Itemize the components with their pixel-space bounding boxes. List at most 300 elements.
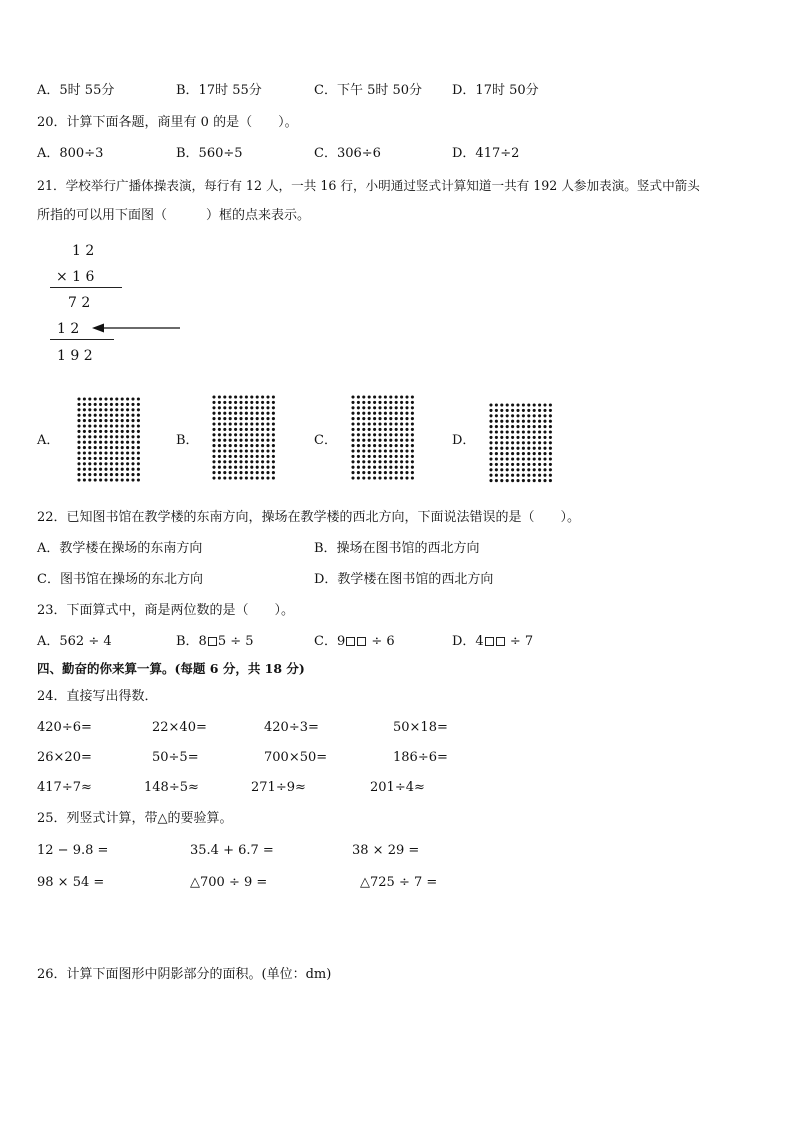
dot <box>121 403 124 406</box>
dot <box>104 451 107 454</box>
dot <box>77 462 80 465</box>
dot <box>411 406 414 409</box>
dot <box>256 417 259 420</box>
dot <box>137 446 140 449</box>
dot <box>373 439 376 442</box>
dot <box>223 444 226 447</box>
dot <box>395 471 398 474</box>
dot <box>137 462 140 465</box>
dot <box>88 414 91 417</box>
dot <box>212 476 215 479</box>
dot <box>256 471 259 474</box>
dot <box>250 433 253 436</box>
dot <box>256 460 259 463</box>
dot <box>378 412 381 415</box>
dot <box>543 403 546 406</box>
dot <box>99 408 102 411</box>
dot <box>110 403 113 406</box>
q25-item: 98 × 54 = <box>37 875 105 890</box>
q24-item: 26×20= <box>37 750 92 765</box>
dot <box>234 412 237 415</box>
dot <box>266 471 269 474</box>
dot <box>368 471 371 474</box>
dot <box>88 430 91 433</box>
dot <box>229 395 232 398</box>
dot <box>239 471 242 474</box>
dot <box>516 441 519 444</box>
dot <box>411 433 414 436</box>
dot <box>538 468 541 471</box>
dot <box>543 474 546 477</box>
dot <box>362 466 365 469</box>
dot <box>516 447 519 450</box>
dot <box>121 435 124 438</box>
dot <box>549 452 552 455</box>
dot <box>272 466 275 469</box>
dot <box>115 441 118 444</box>
dot <box>506 479 509 482</box>
dot <box>229 471 232 474</box>
dot <box>357 428 360 431</box>
dot <box>378 401 381 404</box>
dot <box>384 449 387 452</box>
dot <box>88 403 91 406</box>
dot <box>506 436 509 439</box>
dot <box>411 401 414 404</box>
dot <box>256 428 259 431</box>
dot <box>384 471 387 474</box>
dot <box>533 474 536 477</box>
dot <box>506 425 509 428</box>
dot <box>256 422 259 425</box>
q23-option-b-suffix: 5 ÷ 5 <box>217 634 254 649</box>
dot <box>516 463 519 466</box>
dot <box>368 455 371 458</box>
dot <box>538 414 541 417</box>
dot <box>137 451 140 454</box>
dot <box>218 460 221 463</box>
blank-box-icon <box>357 637 366 646</box>
dot <box>549 474 552 477</box>
dot <box>126 473 129 476</box>
dot <box>137 473 140 476</box>
dot <box>88 419 91 422</box>
dot <box>77 468 80 471</box>
dot <box>357 460 360 463</box>
dot <box>357 395 360 398</box>
dot <box>549 414 552 417</box>
dot <box>351 417 354 420</box>
dot <box>389 433 392 436</box>
dot <box>549 457 552 460</box>
dot <box>384 444 387 447</box>
dot <box>495 414 498 417</box>
dot <box>99 468 102 471</box>
dot <box>378 444 381 447</box>
dot <box>94 435 97 438</box>
dot <box>522 436 525 439</box>
dot <box>384 406 387 409</box>
dot <box>239 417 242 420</box>
dot <box>121 424 124 427</box>
dot <box>212 401 215 404</box>
dot <box>549 420 552 423</box>
dot <box>405 433 408 436</box>
dot <box>229 422 232 425</box>
dot <box>351 428 354 431</box>
dot <box>368 428 371 431</box>
dot <box>245 422 248 425</box>
dot <box>218 433 221 436</box>
dot <box>522 452 525 455</box>
dot <box>99 457 102 460</box>
dot <box>378 466 381 469</box>
q20-option-d: D．417÷2 <box>452 146 520 161</box>
dot <box>110 419 113 422</box>
dot <box>516 414 519 417</box>
dot <box>218 455 221 458</box>
dot <box>522 403 525 406</box>
dot <box>266 428 269 431</box>
dot <box>411 466 414 469</box>
dot <box>229 460 232 463</box>
dot <box>131 457 134 460</box>
dot <box>272 476 275 479</box>
dot <box>104 462 107 465</box>
dot <box>104 478 107 481</box>
dot <box>77 430 80 433</box>
dot <box>272 433 275 436</box>
dot <box>121 446 124 449</box>
dot <box>256 433 259 436</box>
dot <box>405 460 408 463</box>
dot <box>212 466 215 469</box>
dot <box>395 439 398 442</box>
arrow-icon <box>92 321 182 335</box>
blank-box-icon <box>208 637 217 646</box>
dot <box>212 428 215 431</box>
dot <box>511 447 514 450</box>
dot <box>549 447 552 450</box>
dot <box>126 403 129 406</box>
dot <box>489 463 492 466</box>
vertical-row-partial-2: 1 2 <box>57 321 80 337</box>
dot <box>261 471 264 474</box>
dot <box>212 455 215 458</box>
dot <box>83 473 86 476</box>
q24-item: 417÷7≈ <box>37 780 92 795</box>
dot <box>121 397 124 400</box>
dot <box>516 468 519 471</box>
dot <box>384 476 387 479</box>
dot <box>378 433 381 436</box>
dot <box>256 449 259 452</box>
dot <box>223 417 226 420</box>
dot <box>389 422 392 425</box>
dot <box>533 479 536 482</box>
q22-stem: 22．已知图书馆在教学楼的东南方向，操场在教学楼的西北方向，下面说法错误的是（ ）。 <box>37 510 581 525</box>
dot <box>115 403 118 406</box>
dot <box>110 424 113 427</box>
dot <box>489 479 492 482</box>
q23-stem: 23．下面算式中，商是两位数的是（ ）。 <box>37 603 295 618</box>
dot <box>261 412 264 415</box>
dot <box>126 468 129 471</box>
dot <box>400 428 403 431</box>
q22-option-a: A．教学楼在操场的东南方向 <box>37 541 203 556</box>
dot <box>250 471 253 474</box>
dot <box>137 457 140 460</box>
dot <box>137 408 140 411</box>
dot <box>104 403 107 406</box>
dot <box>137 468 140 471</box>
dot <box>527 474 530 477</box>
dot <box>362 422 365 425</box>
dot <box>389 406 392 409</box>
dot <box>104 457 107 460</box>
dot <box>245 428 248 431</box>
dot <box>516 403 519 406</box>
vertical-row-multiplier: × 1 6 <box>56 269 95 285</box>
dot <box>500 425 503 428</box>
dot <box>229 417 232 420</box>
q26-stem: 26．计算下面图形中阴影部分的面积。(单位：dm) <box>37 967 332 982</box>
dot <box>83 435 86 438</box>
dot <box>239 439 242 442</box>
dot <box>245 449 248 452</box>
dot <box>373 466 376 469</box>
dot <box>506 430 509 433</box>
dot <box>411 417 414 420</box>
dot <box>115 473 118 476</box>
dot <box>104 414 107 417</box>
dot <box>229 401 232 404</box>
dot <box>234 449 237 452</box>
dot <box>83 424 86 427</box>
dot <box>395 455 398 458</box>
dot <box>351 466 354 469</box>
blank-box-icon <box>496 637 505 646</box>
dot <box>261 401 264 404</box>
dot <box>500 441 503 444</box>
dot <box>245 471 248 474</box>
dot <box>400 460 403 463</box>
dot <box>527 430 530 433</box>
dot <box>357 466 360 469</box>
dot <box>115 451 118 454</box>
dot <box>351 476 354 479</box>
dot <box>362 395 365 398</box>
dot <box>543 452 546 455</box>
dot <box>245 460 248 463</box>
dot <box>373 401 376 404</box>
dot <box>218 417 221 420</box>
dot <box>126 397 129 400</box>
dot <box>538 425 541 428</box>
dot <box>94 403 97 406</box>
dot <box>405 406 408 409</box>
dot <box>266 439 269 442</box>
dot <box>261 422 264 425</box>
dot <box>389 412 392 415</box>
dot <box>500 452 503 455</box>
dot <box>400 466 403 469</box>
dot <box>266 455 269 458</box>
dot <box>250 428 253 431</box>
dot <box>83 430 86 433</box>
q23-option-c <box>314 633 395 651</box>
dot <box>218 466 221 469</box>
dot <box>88 441 91 444</box>
dot <box>495 468 498 471</box>
dot <box>500 414 503 417</box>
dot <box>495 447 498 450</box>
q19-option-d: D．17时 50分 <box>452 83 539 98</box>
dot <box>77 446 80 449</box>
dot <box>389 401 392 404</box>
dot <box>272 444 275 447</box>
dot <box>94 457 97 460</box>
dot <box>522 474 525 477</box>
dot <box>83 397 86 400</box>
dot <box>549 403 552 406</box>
dot <box>389 471 392 474</box>
dot <box>223 449 226 452</box>
dot <box>261 417 264 420</box>
dot <box>126 441 129 444</box>
dot <box>395 444 398 447</box>
dot <box>245 444 248 447</box>
dot <box>256 455 259 458</box>
dot <box>121 468 124 471</box>
dot <box>373 471 376 474</box>
dot <box>511 441 514 444</box>
dot <box>549 430 552 433</box>
dot <box>234 444 237 447</box>
dot <box>88 468 91 471</box>
q24-item: 50÷5= <box>152 750 199 765</box>
dot <box>378 422 381 425</box>
dot <box>223 439 226 442</box>
dot <box>137 441 140 444</box>
q25-item: △700 ÷ 9 = <box>190 875 268 890</box>
dot <box>272 439 275 442</box>
dot <box>218 428 221 431</box>
dot <box>400 439 403 442</box>
dot <box>239 466 242 469</box>
dot <box>368 449 371 452</box>
q20-option-a: A．800÷3 <box>37 146 104 161</box>
q19-option-c: C．下午 5时 50分 <box>314 83 423 98</box>
dot <box>549 436 552 439</box>
dot <box>511 474 514 477</box>
dot <box>489 436 492 439</box>
dot <box>373 444 376 447</box>
dot <box>351 422 354 425</box>
dot <box>357 401 360 404</box>
dot <box>516 436 519 439</box>
dot <box>272 401 275 404</box>
dot <box>489 430 492 433</box>
dot <box>212 433 215 436</box>
dot <box>400 449 403 452</box>
dot <box>88 462 91 465</box>
dot <box>495 436 498 439</box>
dot <box>400 395 403 398</box>
q23-option-b <box>176 633 254 651</box>
dot <box>533 409 536 412</box>
dot <box>384 422 387 425</box>
dot <box>378 471 381 474</box>
dot <box>137 403 140 406</box>
dot <box>362 428 365 431</box>
dot <box>218 412 221 415</box>
dot <box>351 444 354 447</box>
dot <box>245 439 248 442</box>
dot <box>126 408 129 411</box>
dot <box>378 428 381 431</box>
dot <box>516 409 519 412</box>
dot <box>500 436 503 439</box>
dot <box>131 451 134 454</box>
dot <box>250 417 253 420</box>
dot <box>400 455 403 458</box>
dot <box>250 476 253 479</box>
dot <box>506 474 509 477</box>
dot <box>88 446 91 449</box>
dot <box>543 463 546 466</box>
dot <box>121 419 124 422</box>
dot <box>83 468 86 471</box>
dot <box>522 479 525 482</box>
dot <box>121 441 124 444</box>
dot <box>234 433 237 436</box>
dot <box>533 420 536 423</box>
dot <box>378 455 381 458</box>
dot-grid-figure-c <box>341 389 421 491</box>
dot <box>212 471 215 474</box>
dot <box>250 466 253 469</box>
dot <box>506 409 509 412</box>
dot <box>126 419 129 422</box>
dot <box>272 417 275 420</box>
dot <box>229 444 232 447</box>
dot <box>527 479 530 482</box>
dot <box>104 408 107 411</box>
dot <box>489 468 492 471</box>
dot <box>245 412 248 415</box>
q24-item: 201÷4≈ <box>370 780 425 795</box>
dot <box>131 441 134 444</box>
vertical-row-product: 1 9 2 <box>57 348 93 364</box>
dot <box>131 430 134 433</box>
dot <box>538 463 541 466</box>
dot <box>522 468 525 471</box>
q22-option-c: C．图书馆在操场的东北方向 <box>37 572 203 587</box>
dot <box>400 417 403 420</box>
dot <box>527 452 530 455</box>
dot <box>261 466 264 469</box>
dot <box>373 476 376 479</box>
dot <box>99 473 102 476</box>
dot <box>538 420 541 423</box>
dot <box>104 424 107 427</box>
dot <box>506 468 509 471</box>
dot <box>104 441 107 444</box>
dot <box>506 414 509 417</box>
dot <box>261 406 264 409</box>
dot <box>121 457 124 460</box>
